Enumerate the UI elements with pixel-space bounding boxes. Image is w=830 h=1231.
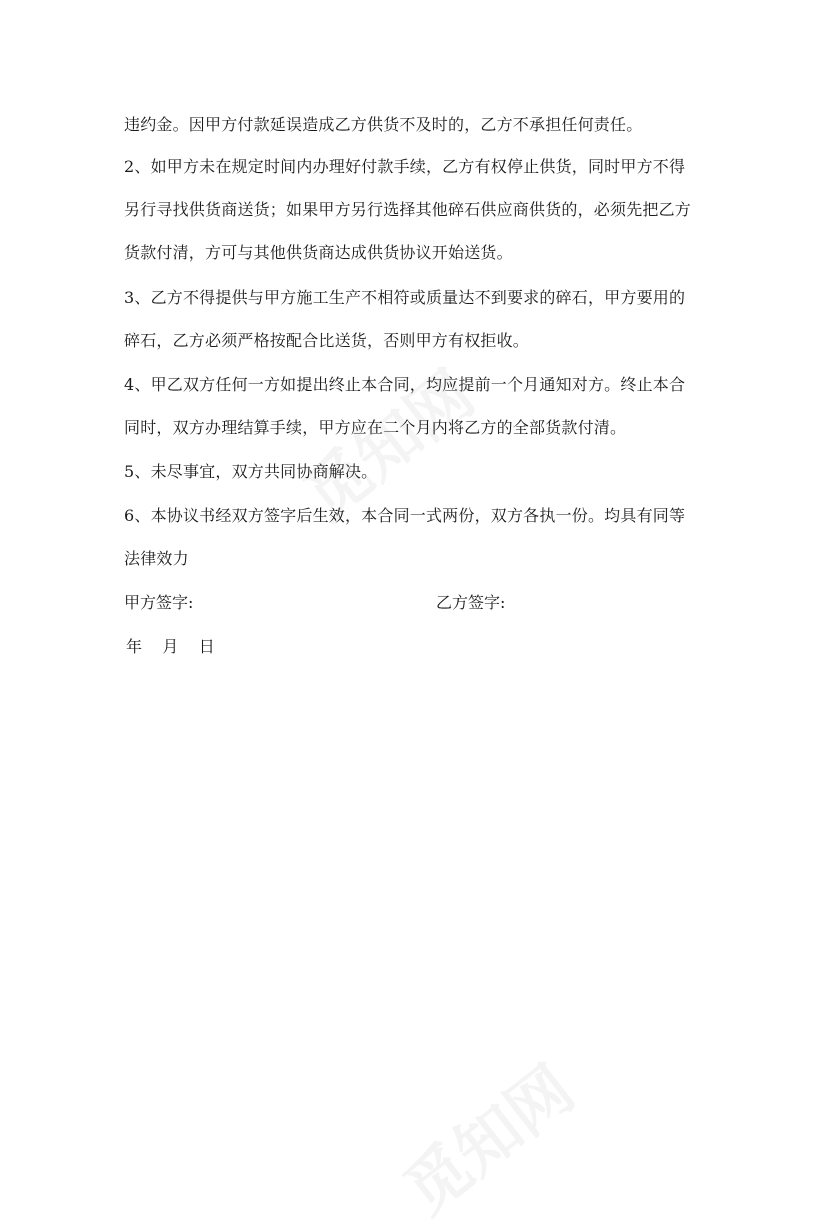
text-line: 违约金。因甲方付款延误造成乙方供货不及时的，乙方不承担任何责任。 <box>124 115 643 134</box>
signature-date: 年 月 日 <box>126 637 215 656</box>
text-line: 同时，双方办理结算手续，甲方应在二个月内将乙方的全部货款付清。 <box>124 418 627 437</box>
text-line: 碎石，乙方必须严格按配合比送货，否则甲方有权拒收。 <box>124 331 530 350</box>
party-b-signature-label: 乙方签字: <box>436 593 506 612</box>
party-a-signature-label: 甲方签字: <box>124 593 194 612</box>
clause-3-line: 3、乙方不得提供与甲方施工生产不相符或质量达不到要求的碎石，甲方要用的 <box>124 288 686 307</box>
clause-2-line: 2、如甲方未在规定时间内办理好付款手续，乙方有权停止供货，同时甲方不得 <box>124 157 686 176</box>
text-line: 法律效力 <box>124 549 189 568</box>
clause-6-line: 6、本协议书经双方签字后生效，本合同一式两份，双方各执一份。均具有同等 <box>124 506 686 525</box>
text-line: 货款付清，方可与其他供货商达成供货协议开始送货。 <box>124 243 513 262</box>
clause-4-line: 4、甲乙双方任何一方如提出终止本合同，均应提前一个月通知对方。终止本合 <box>124 375 686 394</box>
clause-5-line: 5、未尽事宜，双方共同协商解决。 <box>124 462 378 481</box>
text-line: 另行寻找供货商送货；如果甲方另行选择其他碎石供应商供货的，必须先把乙方 <box>124 200 692 219</box>
watermark <box>382 1041 590 1231</box>
